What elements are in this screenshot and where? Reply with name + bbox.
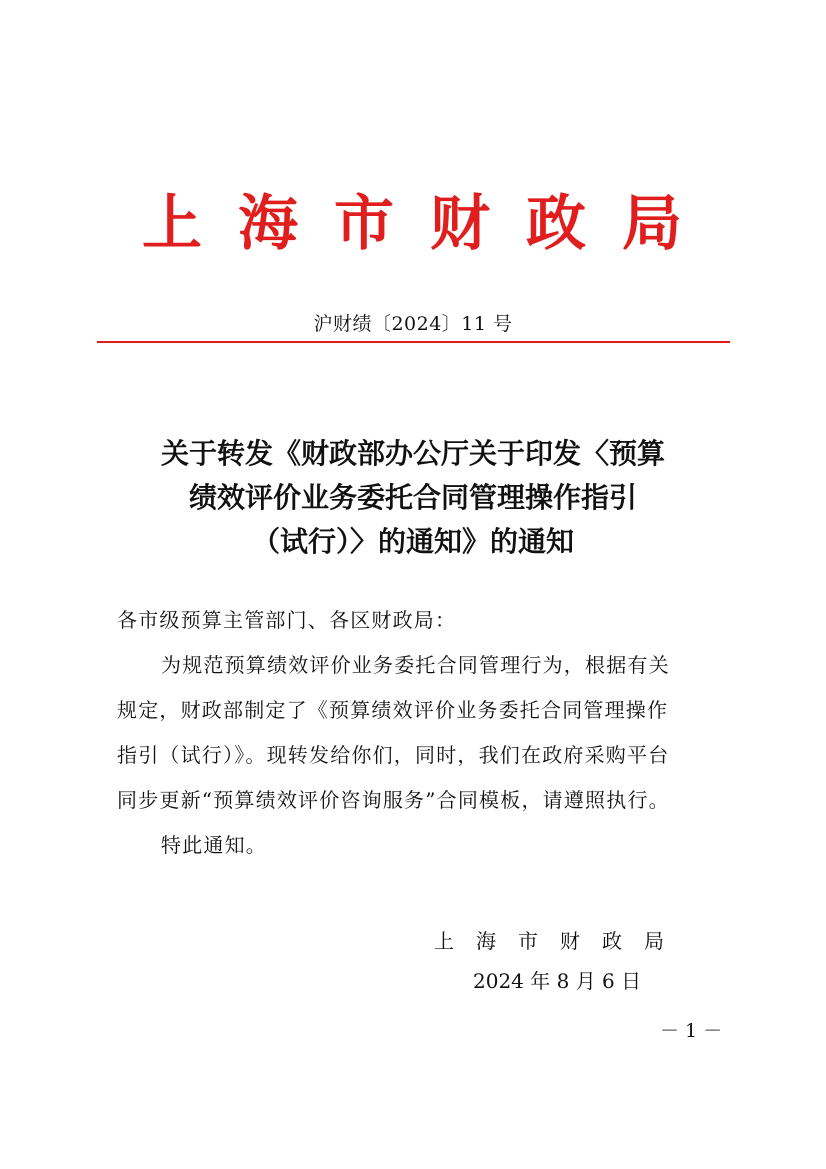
closing-remark: 特此通知。 bbox=[161, 833, 267, 857]
document-title bbox=[100, 432, 726, 564]
document-body bbox=[117, 598, 717, 868]
page-number: － 1 － bbox=[660, 1020, 723, 1042]
salutation: 各市级预算主管部门、各区财政局： bbox=[117, 608, 457, 632]
paragraph-line-4: 同步更新“预算绩效评价咨询服务”合同模板，请遵照执行。 bbox=[117, 788, 670, 812]
title-line-2: 绩效评价业务委托合同管理操作指引 bbox=[188, 481, 637, 514]
document-number: 沪财绩〔2024〕11 号 bbox=[313, 313, 513, 335]
title-line-1: 关于转发《财政部办公厅关于印发〈预算 bbox=[160, 437, 665, 470]
red-separator-line bbox=[97, 341, 730, 343]
signature-organization: 上海市财政局 bbox=[434, 929, 686, 953]
title-line-3: （试行）〉的通知》的通知 bbox=[251, 525, 574, 558]
paragraph-line-3: 指引（试行）》。现转发给你们，同时，我们在政府采购平台 bbox=[117, 743, 670, 767]
paragraph-line-1: 为规范预算绩效评价业务委托合同管理行为，根据有关 bbox=[161, 653, 670, 677]
paragraph-line-2: 规定，财政部制定了《预算绩效评价业务委托合同管理操作 bbox=[117, 698, 669, 722]
signature-date: 2024 年 8 月 6 日 bbox=[473, 969, 642, 993]
issuing-organization-header: 上海市财政局 bbox=[142, 189, 718, 259]
